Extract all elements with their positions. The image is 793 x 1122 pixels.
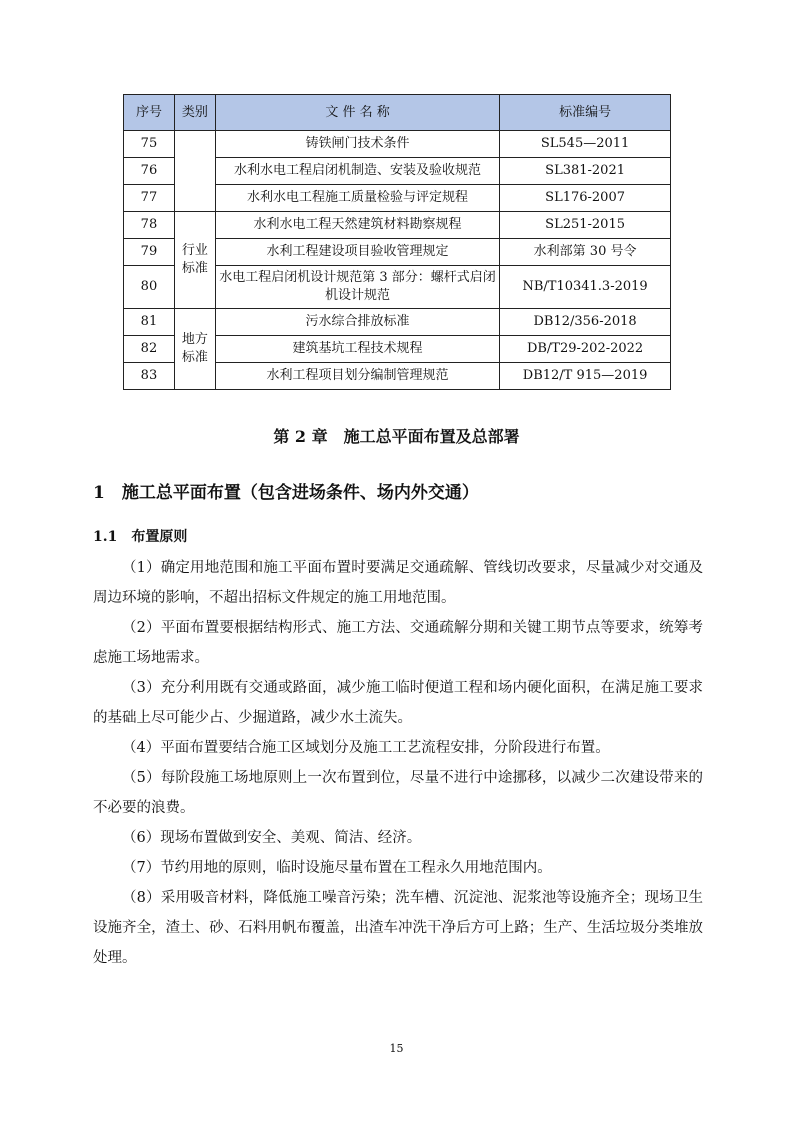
- cell-no: 75: [124, 131, 175, 158]
- cell-name: 水利工程项目划分编制管理规范: [215, 363, 499, 390]
- cell-code: SL251-2015: [500, 212, 671, 239]
- cell-code: SL545—2011: [500, 131, 671, 158]
- cell-name: 水利水电工程天然建筑材料勘察规程: [215, 212, 499, 239]
- paragraph: （8）采用吸音材料，降低施工噪音污染；洗车槽、沉淀池、泥浆池等设施齐全；现场卫生设施齐全，渣土、砂、石料用帆布覆盖，出渣车冲洗干净后方可上路；生产、生活垃圾分类堆放处理。: [93, 890, 703, 966]
- header-code: 标准编号: [500, 95, 671, 131]
- cell-name: 水电工程启闭机设计规范第 3 部分：螺杆式启闭机设计规范: [215, 266, 499, 309]
- cell-code: DB12/356-2018: [500, 309, 671, 336]
- paragraph: （5）每阶段施工场地原则上一次布置到位，尽量不进行中途挪移，以减少二次建设带来的不必要的浪费。: [93, 770, 703, 816]
- cell-no: 80: [124, 266, 175, 309]
- cell-no: 79: [124, 239, 175, 266]
- header-name: 文 件 名 称: [215, 95, 499, 131]
- header-no: 序号: [124, 95, 175, 131]
- cell-name: 铸铁闸门技术条件: [215, 131, 499, 158]
- cell-no: 81: [124, 309, 175, 336]
- table-row: [124, 212, 671, 239]
- cell-category: 地方标准: [174, 309, 215, 390]
- header-category: 类别: [174, 95, 215, 131]
- cell-category: [174, 131, 215, 212]
- standards-table: [123, 94, 671, 390]
- cell-code: NB/T10341.3-2019: [500, 266, 671, 309]
- table-row: [124, 309, 671, 336]
- paragraph: （1）确定用地范围和施工平面布置时要满足交通疏解、管线切改要求，尽量减少对交通及周边环境的影响，不超出招标文件规定的施工用地范围。: [93, 560, 703, 606]
- cell-no: 83: [124, 363, 175, 390]
- cell-no: 82: [124, 336, 175, 363]
- cell-name: 水利水电工程启闭机制造、安装及验收规范: [215, 158, 499, 185]
- cell-code: SL176-2007: [500, 185, 671, 212]
- subsection-heading: 1.1 布置原则: [93, 529, 188, 545]
- paragraph: （7）节约用地的原则，临时设施尽量布置在工程永久用地范围内。: [122, 860, 552, 876]
- body-text: [93, 553, 703, 973]
- cell-name: 水利工程建设项目验收管理规定: [215, 239, 499, 266]
- table-header: [124, 95, 671, 131]
- cell-name: 水利水电工程施工质量检验与评定规程: [215, 185, 499, 212]
- paragraph: （3）充分利用既有交通或路面，减少施工临时便道工程和场内硬化面积，在满足施工要求的基础上尽可能少占、少掘道路，减少水土流失。: [93, 680, 703, 726]
- cell-no: 77: [124, 185, 175, 212]
- chapter-title: 第 2 章 施工总平面布置及总部署: [273, 427, 520, 446]
- paragraph: （4）平面布置要结合施工区域划分及施工工艺流程安排，分阶段进行布置。: [122, 740, 610, 756]
- cell-no: 78: [124, 212, 175, 239]
- cell-code: DB/T29-202-2022: [500, 336, 671, 363]
- cell-category: 行业标准: [174, 212, 215, 309]
- table-row: [124, 131, 671, 158]
- cell-no: 76: [124, 158, 175, 185]
- cell-code: SL381-2021: [500, 158, 671, 185]
- paragraph: （6）现场布置做到安全、美观、简洁、经济。: [122, 830, 422, 846]
- cell-code: DB12/T 915—2019: [500, 363, 671, 390]
- cell-name: 污水综合排放标准: [215, 309, 499, 336]
- cell-code: 水利部第 30 号令: [500, 239, 671, 266]
- section-heading: 1 施工总平面布置（包含进场条件、场内外交通）: [93, 483, 479, 503]
- cell-name: 建筑基坑工程技术规程: [215, 336, 499, 363]
- page-number: 15: [389, 1042, 404, 1055]
- paragraph: （2）平面布置要根据结构形式、施工方法、交通疏解分期和关键工期节点等要求，统筹考虑施工场地需求。: [93, 620, 703, 666]
